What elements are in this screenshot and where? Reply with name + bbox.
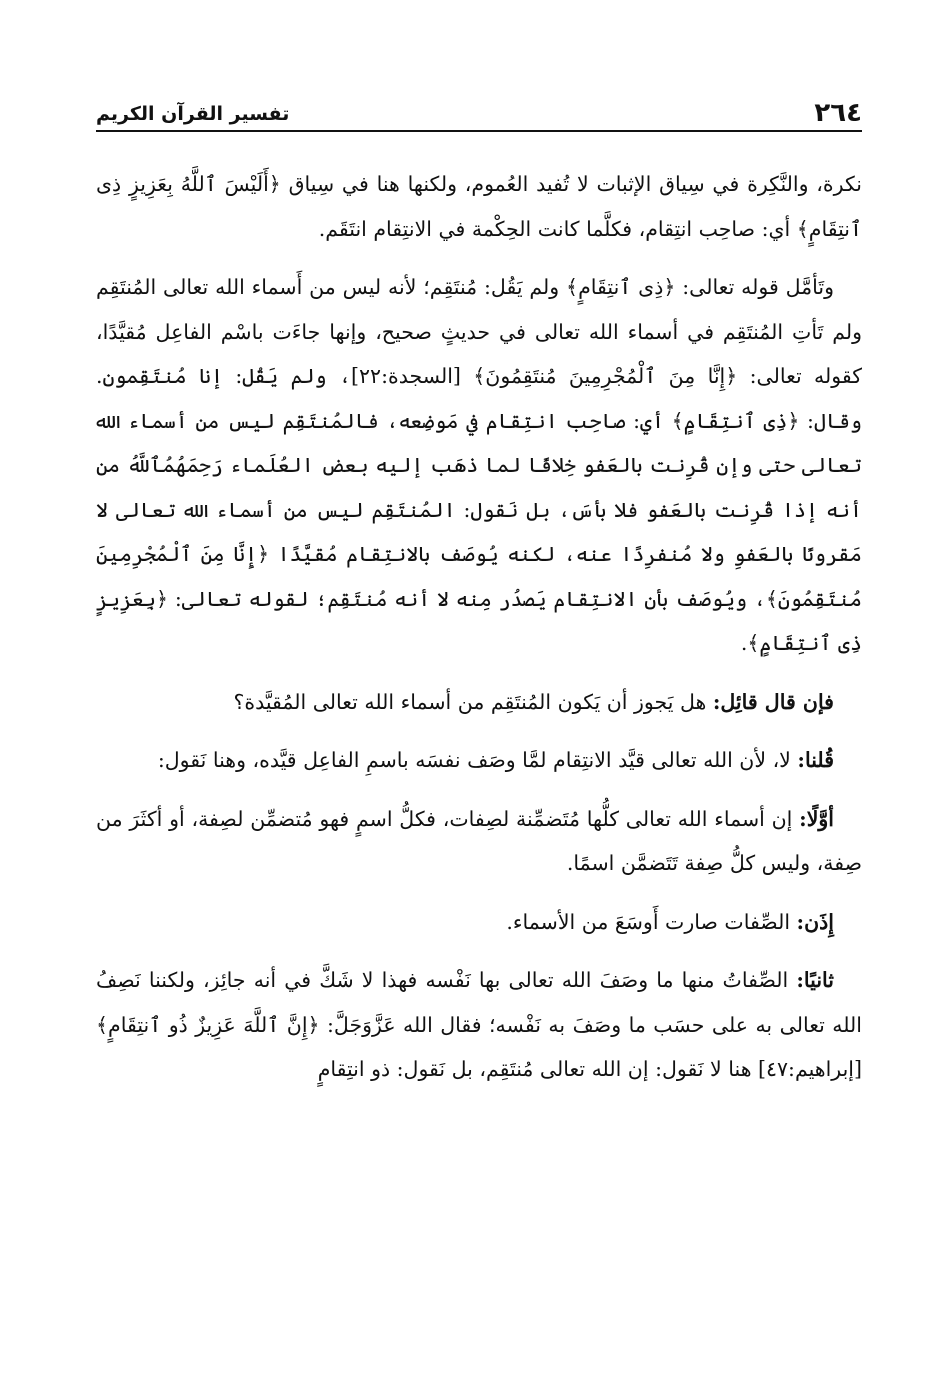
paragraph-lead: قُلنا: bbox=[797, 748, 834, 772]
paragraph-2 bbox=[96, 265, 862, 666]
paragraph-lead: إِذَن: bbox=[796, 909, 834, 934]
paragraph-text: نكرة، والنَّكِرة في سِياق الإثبات لا تُفيد العُموم، ولكنها هنا في سِياق ﴿أَلَيْسَ ٱللَّهُ بِعَزِيزٍ ذِى ٱنتِقَامٍ﴾ أي: صاحِب انتِقام، فكلَّما كانت الحِكْمة في الانتِقام انتَقَم. bbox=[96, 172, 862, 241]
paragraph-lead: فإن قال قائِل: bbox=[712, 689, 834, 714]
paragraph-text: إن أسماء الله تعالى كلُّها مُتَضمِّنة لصِفات، فكلُّ اسمٍ فهو مُتضمِّن لصِفة، أو أكثَرَ من صِفة، وليس كلُّ صِفة تَتَضمَّن اسمًا. bbox=[96, 806, 862, 875]
paragraph-text: وتَأمَّل قوله تعالى: ﴿ذِى ٱنتِقَامٍ﴾ ولم يَقُل: مُنتَقِم؛ لأنه ليس من أَسماء الله تعالى المُنتَقِم ولم تَأتِ المُنتَقِم في أسماء الله تعالى في حديثٍ صحيح، وإنها جاءَت باسْم الفاعِل مُقيَّدًا، كقوله تعالى: ﴿إِنَّا مِنَ ٱلْمُجْرِمِينَ مُنتَقِمُونَ﴾ [السجدة:٢٢]، ولم يَقُل: إنا مُنتَقِمون. وقال: ﴿ذِى ٱنتِقَامٍ﴾ أي: صاحِب انتِقام في مَوضِعه، فالمُنتَقِم ليس من أسماء الله تعالى حتى وإن قُرِنت بالعَفو خِلافًا لما ذهَب إليه بعض العُلَماء رَحِمَهُمُٱللَّهُ من أنه إذا قُرِنت بالعَفو فلا بأسَ، بل نَقول: المُنتَقِم ليس من أسماء الله تعالى لا مَقرونًا بالعَفوِ ولا مُنفرِدًا عنه، لكنه يُوصَف بالانتِقام مُقيَّدًا ﴿إِنَّا مِنَ ٱلْمُجْرِمِينَ مُنتَقِمُونَ﴾، ويُوصَف بأن الانتِقام يَصدُر مِنه لا أنه مُنتَقِم؛ لقوله تعالى: ﴿بِعَزِيزٍ ذِى ٱنتِقَامٍ﴾. bbox=[96, 275, 862, 655]
paragraph-text: هل يَجوز أن يَكون المُنتَقِم من أسماء الله تعالى المُقيَّدة؟ bbox=[233, 689, 713, 714]
running-title: تفسير القرآن الكريم bbox=[96, 103, 290, 125]
paragraph-text: الصِّفاتُ منها ما وصَفَ الله تعالى بها نَفْسه فهذا لا شَكَّ في أنه جائِز، ولكننا نَصِفُ الله تعالى به على حسَب ما وصَفَ به نَفْسه؛ فقال الله عَزَّوَجَلَّ: ﴿إِنَّ ٱللَّهَ عَزِيزٌ ذُو ٱنتِقَامٍ﴾ [إبراهيم:٤٧] هنا لا نَقول: إن الله تعالى مُنتَقِم، بل نَقول: ذو انتِقامٍ bbox=[96, 968, 862, 1081]
paragraph-1 bbox=[96, 162, 862, 251]
paragraph-3 bbox=[96, 680, 862, 725]
header-divider bbox=[96, 130, 862, 132]
paragraph-4 bbox=[96, 738, 862, 783]
page-header bbox=[96, 96, 862, 130]
paragraph-6 bbox=[96, 900, 862, 945]
paragraph-7 bbox=[96, 958, 862, 1092]
page-number: ٢٦٤ bbox=[814, 98, 862, 128]
paragraph-lead: أوَّلًا: bbox=[799, 806, 834, 831]
paragraph-text: الصِّفات صارت أَوسَعَ من الأسماء. bbox=[506, 909, 797, 934]
paragraph-text: لا، لأن الله تعالى قيَّد الانتِقام لمَّا وصَف نفسَه باسمِ الفاعِل قيَّده، وهنا نَقول: bbox=[157, 748, 798, 772]
page-body bbox=[96, 162, 862, 1092]
paragraph-5 bbox=[96, 797, 862, 886]
paragraph-lead: ثانيًا: bbox=[796, 968, 834, 992]
